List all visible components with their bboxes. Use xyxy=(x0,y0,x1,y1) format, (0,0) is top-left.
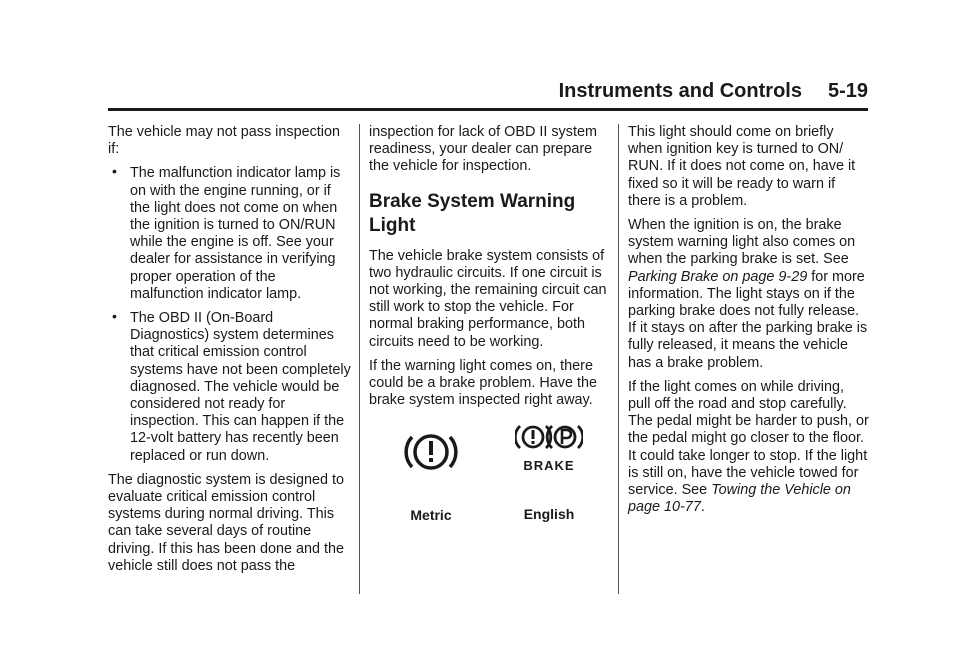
page-header xyxy=(548,80,868,103)
paragraph: If the light comes on while driving, pull off the road and stop carefully. The pedal might be harder to push, or the pedal might go closer to the floor. It could take longer to stop. If the light is still on, have the vehicle towed for service. See Towing the Vehicle on page 10-77. xyxy=(628,378,869,516)
paragraph: When the ignition is on, the brake system warning light also comes on when the parking brake is set. See Parking Brake on page 9-29 for more information. The light stays on if the parking brake does not fully release. If it stays on after the parking brake is fully released, it means the vehicle has a brake problem. xyxy=(628,217,868,371)
figure-label-metric: Metric xyxy=(410,506,452,523)
brake-symbol-figures xyxy=(369,419,609,539)
intro-paragraph: The vehicle may not pass inspection if: xyxy=(108,124,340,158)
figure-label-english: English xyxy=(523,505,575,522)
page-number: 5-19 xyxy=(827,80,868,102)
brake-word-label: BRAKE xyxy=(523,457,575,473)
list-item: • The OBD II (On-Board Diagnostics) system determines that critical emission control systems have not been completely diagnosed. The vehicle would be considered not ready for inspection. This can happen if the 12-volt battery has recently been replaced or run down. xyxy=(112,308,351,464)
section-title: Instruments and Controls xyxy=(558,80,802,102)
bullet-icon: • xyxy=(112,163,117,180)
cross-reference-parking-brake: Parking Brake on page 9-29 xyxy=(628,268,808,285)
paragraph: This light should come on briefly when ignition key is turned to ON/ RUN. If it does not come on, have it fixed so it will be ready to warn if there is a problem. xyxy=(628,124,856,209)
paragraph: The vehicle brake system consists of two hydraulic circuits. If one circuit is not working, the remaining circuit can still work to stop the vehicle. For normal braking performance, both circuits need to be working. xyxy=(369,247,607,350)
column-left xyxy=(108,124,352,582)
column-right xyxy=(628,124,870,523)
bullet-list xyxy=(108,165,352,464)
brake-warning-metric-icon xyxy=(401,427,461,477)
figure-english xyxy=(509,419,589,523)
column-divider xyxy=(359,124,360,594)
column-divider xyxy=(618,124,619,594)
section-heading: Brake System Warning Light xyxy=(369,190,576,236)
header-rule xyxy=(108,108,868,111)
list-item: • The malfunction indicator lamp is on with the engine running, or if the light does not come on when the ignition is turned to ON/RUN while the engine is off. See your dealer for assistance in verifying proper operation of the malfunction indicator lamp. xyxy=(112,163,341,302)
bullet-icon: • xyxy=(112,308,117,325)
continuation-paragraph: inspection for lack of OBD II system readiness, your dealer can prepare the vehicle for inspection. xyxy=(369,124,597,175)
brake-warning-english-icon xyxy=(515,419,583,455)
paragraph: If the warning light comes on, there could be a brake problem. Have the brake system inspected right away. xyxy=(369,357,597,409)
cross-reference-towing: Towing the Vehicle on page 10-77 xyxy=(628,482,851,516)
closing-paragraph: The diagnostic system is designed to evaluate critical emission control systems during normal driving. This can take several days of routine driving. If this has been done and the vehicle still does not pass the xyxy=(108,471,345,574)
figure-metric xyxy=(391,427,471,523)
column-middle xyxy=(369,124,609,539)
